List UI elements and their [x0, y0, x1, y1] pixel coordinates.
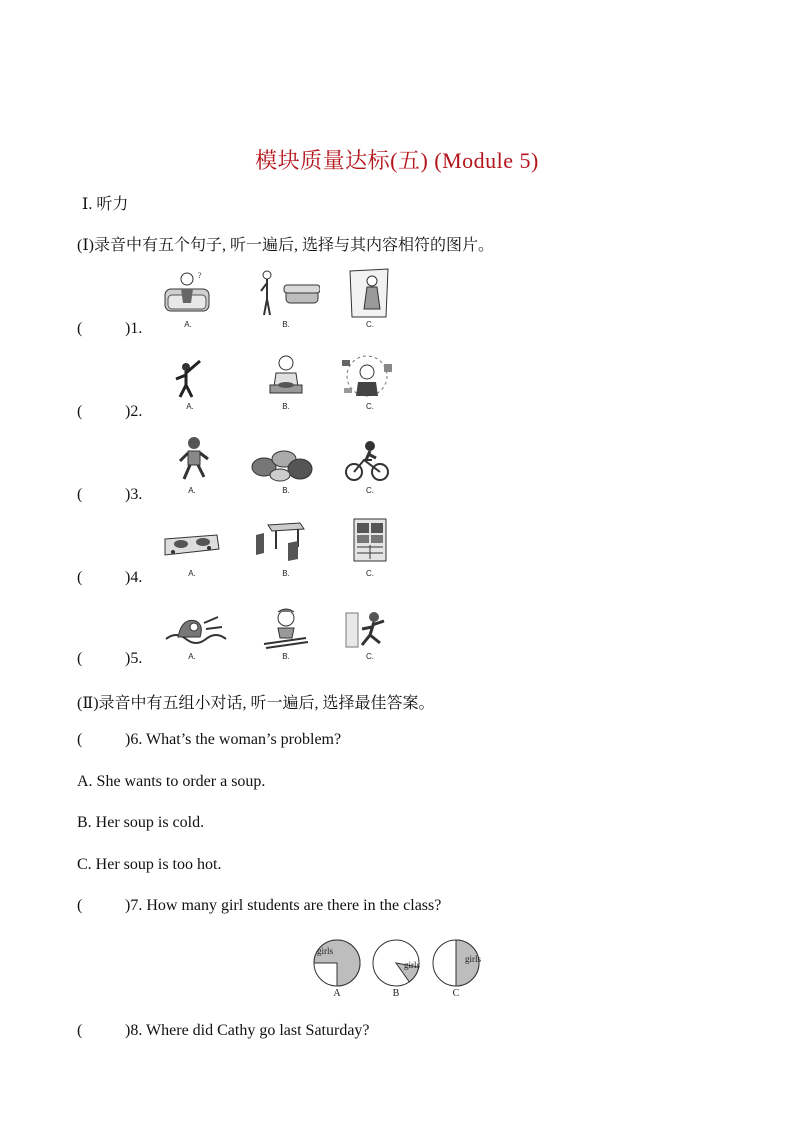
option-label: B. — [282, 402, 290, 411]
question-4-row — [77, 569, 142, 587]
question-number: )3. — [125, 486, 143, 503]
part2-instruction: (Ⅱ)录音中有五组小对话, 听一遍后, 选择最佳答案。 — [77, 695, 435, 712]
option-label: C. — [366, 569, 374, 578]
swimmer-picture — [164, 611, 230, 647]
answer-bracket[interactable]: ( — [77, 897, 83, 914]
pie-chart-b — [371, 938, 421, 988]
part1-instruction: (Ⅰ)录音中有五个句子, 听一遍后, 选择与其内容相符的图片。 — [77, 237, 494, 254]
pie-slice-label: girls — [317, 946, 334, 956]
pie-slice-label: girls — [404, 960, 421, 970]
pile-of-food-picture — [250, 445, 314, 483]
question-number: )4. — [125, 569, 143, 586]
option-label: C. — [366, 402, 374, 411]
table-and-chairs-picture — [252, 519, 308, 561]
answer-bracket[interactable]: ( — [77, 486, 83, 503]
cabinet-picture — [352, 517, 388, 563]
answer-bracket[interactable]: ( — [77, 320, 83, 337]
question-2-row — [77, 403, 142, 421]
option-label: A. — [186, 402, 194, 411]
girl-stretching-picture — [172, 357, 204, 399]
girl-on-sofa-picture — [162, 269, 212, 317]
question-text: )8. Where did Cathy go last Saturday? — [125, 1022, 370, 1039]
question-3-row — [77, 486, 142, 504]
question-6-option-c[interactable]: C. Her soup is too hot. — [77, 856, 222, 873]
option-label: A. — [184, 320, 192, 329]
pie-slice-label: girls — [465, 954, 481, 964]
girl-and-sofa-picture — [258, 269, 320, 317]
svg-text:?: ? — [198, 271, 202, 280]
option-label: B. — [282, 320, 290, 329]
girl-at-door-picture — [348, 267, 390, 319]
question-number: )5. — [125, 650, 143, 667]
pie-c-graphic — [433, 940, 481, 986]
pie-option-label: B — [392, 988, 400, 999]
gas-stove-picture — [161, 529, 221, 559]
pie-b-graphic — [373, 940, 420, 986]
question-text: )7. How many girl students are there in the class? — [125, 897, 442, 914]
girl-cooking-picture — [264, 353, 308, 399]
option-label: C. — [366, 652, 374, 661]
pie-option-label: A — [333, 988, 341, 999]
option-label: B. — [282, 486, 290, 495]
question-6-option-b[interactable]: B. Her soup is cold. — [77, 814, 205, 831]
answer-bracket[interactable]: ( — [77, 403, 83, 420]
option-label: A. — [188, 569, 196, 578]
question-6-row — [77, 731, 341, 749]
skier-picture — [260, 606, 310, 650]
boy-with-gadgets-picture — [338, 352, 396, 402]
option-label: B. — [282, 569, 290, 578]
option-label: B. — [282, 652, 290, 661]
runner-picture — [344, 609, 388, 649]
option-label: C. — [366, 486, 374, 495]
question-number: )2. — [125, 403, 143, 420]
pie-chart-c — [431, 938, 481, 988]
pie-option-label: C — [452, 988, 460, 999]
pie-chart-a — [312, 938, 362, 988]
option-label: A. — [188, 652, 196, 661]
question-1-row — [77, 320, 142, 338]
question-8-row — [77, 1022, 370, 1040]
answer-bracket[interactable]: ( — [77, 731, 83, 748]
question-text: )6. What’s the woman’s problem? — [125, 731, 342, 748]
option-label: C. — [366, 320, 374, 329]
cyclist-picture — [342, 440, 390, 482]
section-heading-listening: Ⅰ. 听力 — [82, 196, 129, 213]
question-7-row — [77, 897, 441, 915]
answer-bracket[interactable]: ( — [77, 1022, 83, 1039]
page-title: 模块质量达标(五) (Module 5) — [255, 148, 539, 173]
answer-bracket[interactable]: ( — [77, 569, 83, 586]
answer-bracket[interactable]: ( — [77, 650, 83, 667]
boy-running-picture — [176, 435, 212, 483]
option-label: A. — [188, 486, 196, 495]
question-6-option-a[interactable]: A. She wants to order a soup. — [77, 773, 266, 790]
question-number: )1. — [125, 320, 143, 337]
pie-a-graphic — [314, 940, 360, 986]
question-5-row — [77, 650, 142, 668]
